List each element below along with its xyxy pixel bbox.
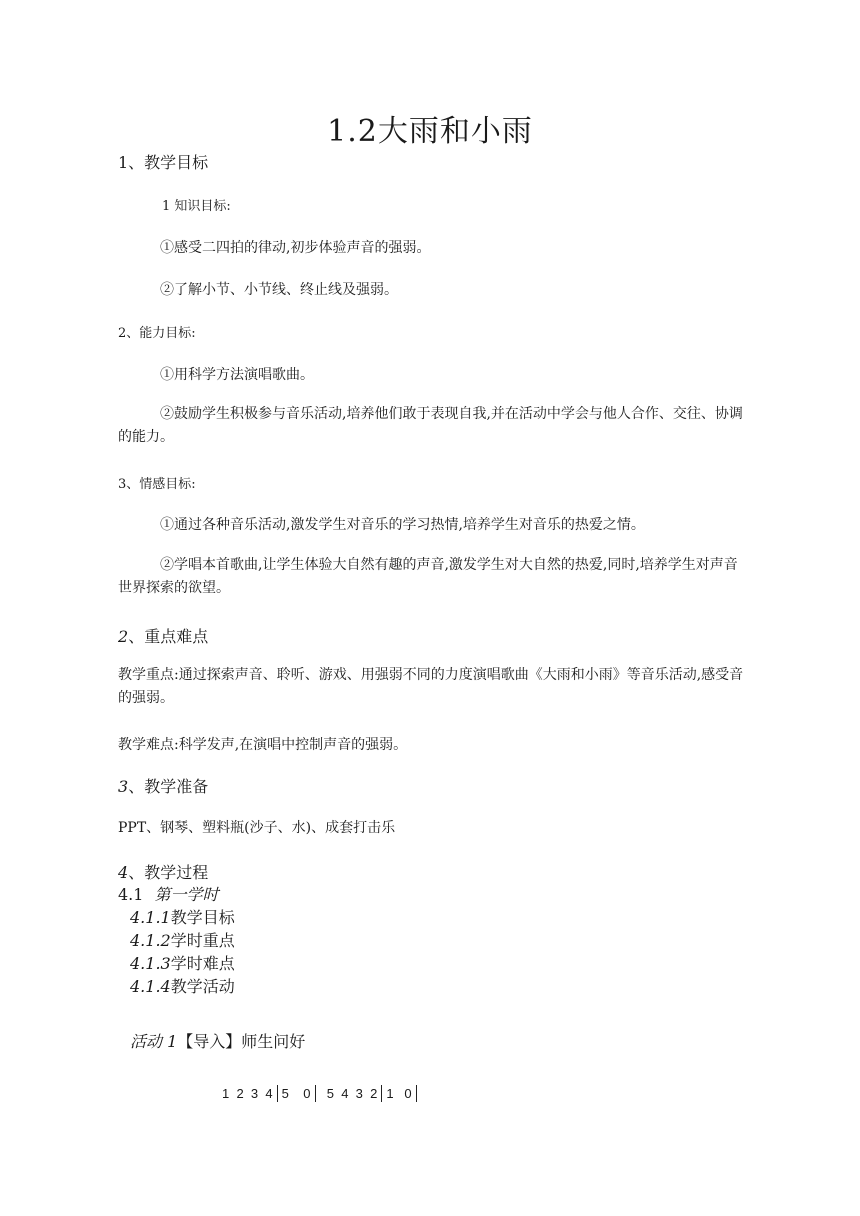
barline	[315, 1085, 316, 1102]
subsection-number: 4.1	[118, 885, 149, 904]
emotion-goal-item: ②学唱本首歌曲,让学生体验大自然有趣的声音,激发学生对大自然的热爱,同时,培养学生对声音世界探索的欲望。	[118, 557, 738, 596]
emotion-goal-item: ①通过各种音乐活动,激发学生对音乐的学习热情,培养学生对音乐的热爱之情。	[160, 517, 645, 533]
barline	[381, 1085, 382, 1102]
ability-goal-item: ②鼓励学生积极参与音乐活动,培养他们敢于表现自我,并在活动中学会与他人合作、交往、协调的能力。	[118, 406, 743, 445]
outline-number: 4.1.4	[130, 977, 171, 996]
ability-goals-label: 2、能力目标:	[118, 326, 196, 341]
knowledge-goal-item: ②了解小节、小节线、终止线及强弱。	[160, 282, 398, 298]
teaching-focus: 教学重点:通过探索声音、聆听、游戏、用强弱不同的力度演唱歌曲《大雨和小雨》等音乐活动,感受音的强弱。	[118, 667, 744, 706]
notation-measure: 1 0	[386, 1086, 412, 1101]
section-title: 、教学过程	[128, 863, 209, 882]
outline-text: 教学活动	[170, 977, 235, 996]
section-heading-preparation	[118, 774, 208, 797]
subsection-first-lesson	[118, 882, 219, 905]
section-number: 3	[118, 777, 129, 796]
knowledge-goals-label: 1 知识目标:	[162, 199, 231, 214]
section-number: 4	[118, 863, 129, 882]
outline-text: 教学目标	[170, 908, 235, 927]
barline	[277, 1085, 278, 1102]
teaching-difficulty: 教学难点:科学发声,在演唱中控制声音的强弱。	[118, 737, 408, 753]
notation-measure: 1 2 3 4	[222, 1086, 273, 1101]
section-heading-process	[118, 860, 208, 883]
outline-number: 4.1.3	[130, 954, 171, 973]
numbered-notation	[222, 1085, 421, 1102]
outline-number: 4.1.2	[130, 931, 171, 950]
outline-text: 学时难点	[170, 954, 235, 973]
section-heading-teaching-goals: 1、教学目标	[118, 153, 209, 172]
teaching-preparation: PPT、钢琴、塑料瓶(沙子、水)、成套打击乐	[118, 820, 396, 836]
activity-title: 【导入】师生问好	[177, 1032, 306, 1051]
outline-item	[130, 905, 235, 928]
outline-number: 4.1.1	[130, 908, 171, 927]
notation-measure: 5 0	[281, 1086, 311, 1101]
section-title: 、教学准备	[128, 777, 209, 796]
outline-item	[130, 951, 235, 974]
ability-goal-item: ①用科学方法演唱歌曲。	[160, 367, 314, 383]
outline-item	[130, 974, 235, 997]
activity-prefix: 活动 1	[130, 1032, 178, 1051]
section-title: 、重点难点	[128, 627, 209, 646]
barline	[416, 1085, 417, 1102]
notation-measure: 5 4 3 2	[326, 1086, 378, 1101]
section-number: 2	[118, 627, 129, 646]
knowledge-goal-item: ①感受二四拍的律动,初步体验声音的强弱。	[160, 240, 431, 256]
outline-text: 学时重点	[170, 931, 235, 950]
outline-item	[130, 928, 235, 951]
activity-heading	[130, 1029, 305, 1052]
section-heading-key-points	[118, 624, 208, 647]
emotion-goals-label: 3、情感目标:	[118, 477, 196, 492]
subsection-title: 第一学时	[154, 885, 219, 904]
document-title: 1.2大雨和小雨	[327, 114, 533, 149]
